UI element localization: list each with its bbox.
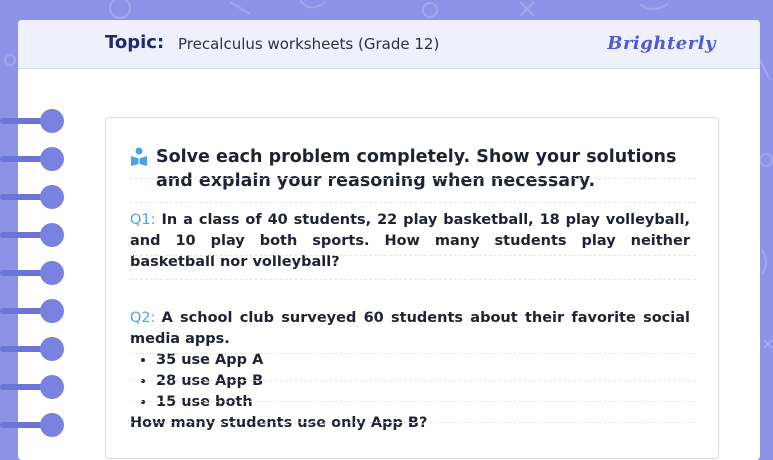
dashed-rule (130, 178, 696, 179)
topic-label: Topic: (105, 32, 165, 53)
question-2 (130, 308, 690, 434)
dashed-rule (130, 255, 696, 256)
binding-ring (0, 261, 64, 285)
dashed-rule (130, 422, 696, 423)
list-item: • 15 use both (156, 392, 690, 413)
binding-ring (0, 337, 64, 361)
instructions (130, 145, 696, 193)
list-item: • 35 use App A (156, 350, 690, 371)
binding-ring (0, 147, 64, 171)
instructions-text: Solve each problem completely. Show your solutions and explain your reasoning when necessary. (156, 147, 677, 191)
topic-value: Precalculus worksheets (Grade 12) (178, 35, 440, 53)
dashed-rule (130, 401, 696, 402)
question-2-list (130, 350, 690, 413)
brighterly-logo: Brighterly (607, 33, 716, 54)
reading-student-icon (130, 147, 148, 167)
binding-ring (0, 299, 64, 323)
question-text: In a class of 40 students, 22 play basketball, 18 play volleyball, and 10 play both sports. How many students play neither basketball nor volleyball? (130, 212, 690, 270)
list-item: • 28 use App B (156, 371, 690, 392)
dashed-rule (130, 380, 696, 381)
dashed-rule (130, 353, 696, 354)
worksheet-header (18, 20, 760, 69)
question-number: Q2: (130, 310, 156, 326)
binding-ring (0, 223, 64, 247)
binding-ring (0, 413, 64, 437)
question-prompt: How many students use only App B? (130, 415, 428, 431)
question-text: A school club surveyed 60 students about their favorite social media apps. (130, 310, 690, 347)
question-1 (130, 210, 690, 273)
dashed-rule (130, 202, 696, 203)
spiral-binding (0, 0, 70, 448)
question-number: Q1: (130, 212, 156, 228)
binding-ring (0, 109, 64, 133)
binding-ring (0, 185, 64, 209)
binding-ring (0, 375, 64, 399)
problem-card (105, 117, 719, 459)
dashed-rule (130, 279, 696, 280)
